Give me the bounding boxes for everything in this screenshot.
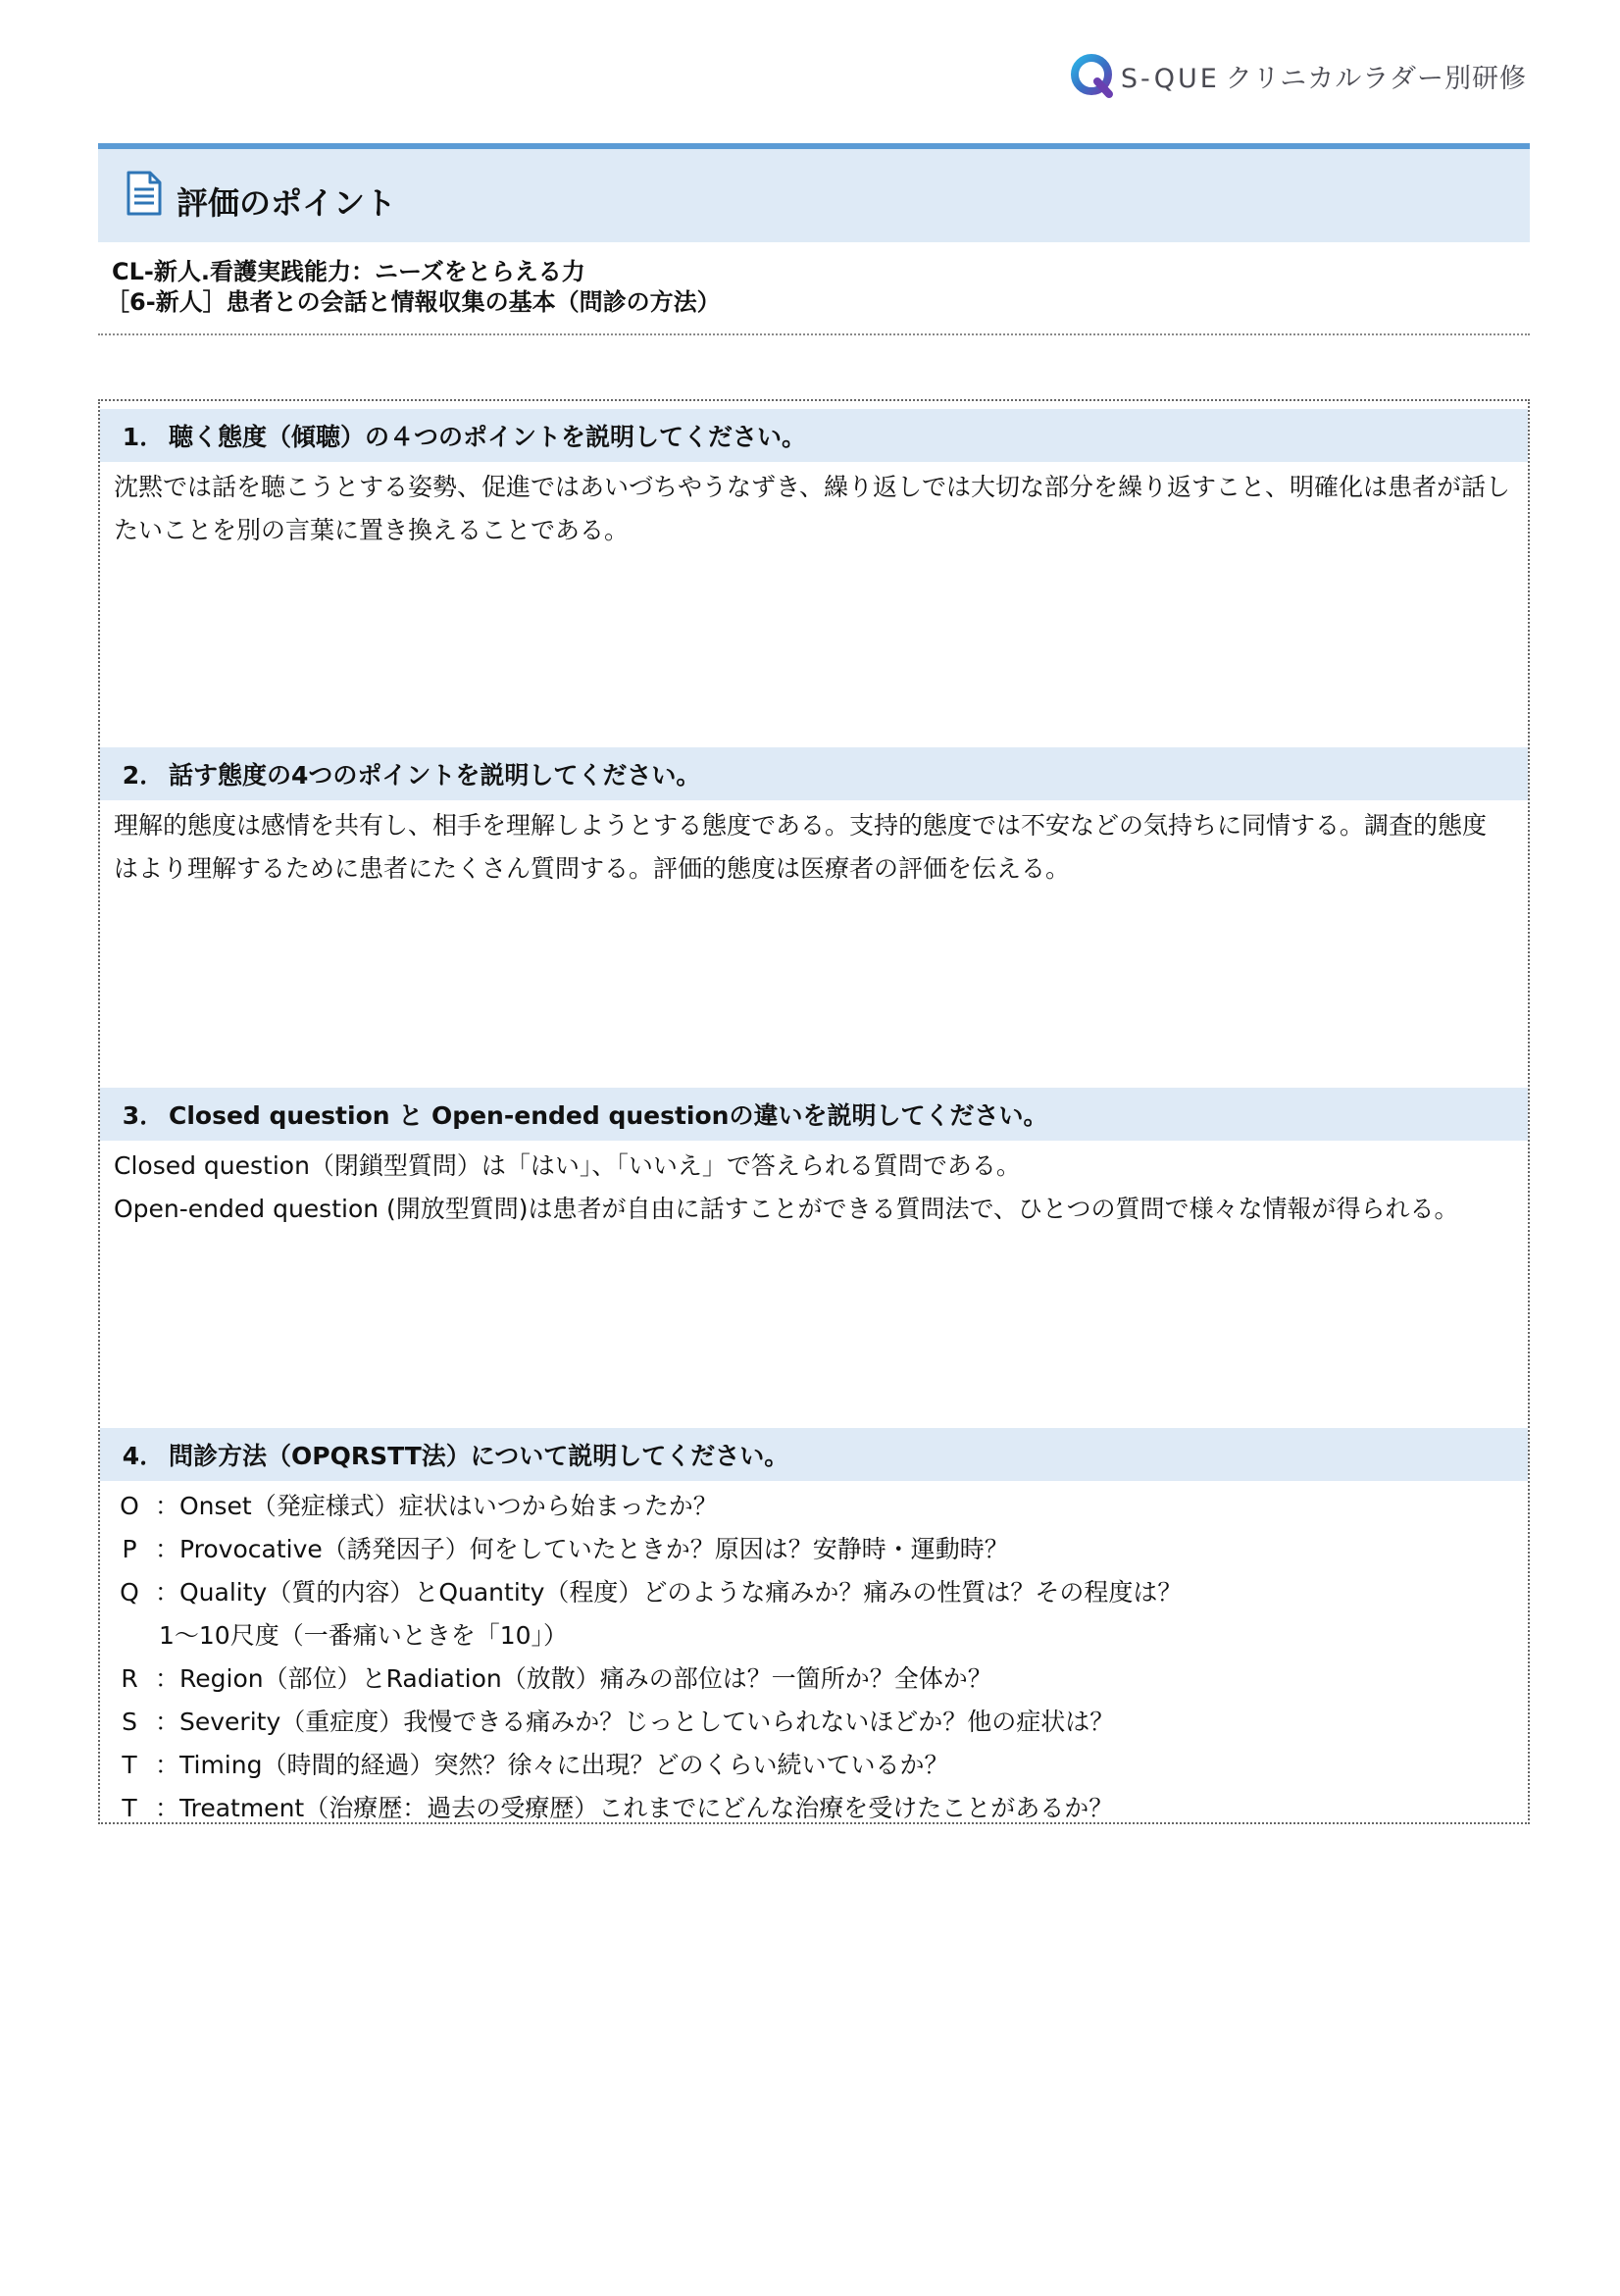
course-subtitle: ［6-新人］患者との会話と情報収集の基本（問診の方法） xyxy=(106,288,721,316)
logo xyxy=(1068,49,1527,102)
logo-q-icon xyxy=(1068,51,1117,100)
question-box xyxy=(98,399,1530,1824)
opqrstt-item-s xyxy=(104,1701,1510,1744)
question-header-4 xyxy=(100,1428,1528,1481)
answer-line: Open-ended question (開放型質問)は患者が自由に話すことができる質問法で、ひとつの質問で様々な情報が得られる。 xyxy=(114,1195,1459,1223)
question-header-3 xyxy=(100,1088,1528,1141)
answer-2 xyxy=(100,800,1528,891)
opqrstt-item-q-continued: 1～10尺度（一番痛いときを「10」） xyxy=(159,1621,569,1650)
opqrstt-letter: R xyxy=(121,1664,138,1693)
answer-1 xyxy=(100,462,1528,552)
opqrstt-letter: O xyxy=(120,1492,139,1520)
question-text: Closed question と Open-ended questionの違いを説明してください。 xyxy=(169,1101,1048,1130)
opqrstt-letter: T xyxy=(122,1794,137,1822)
question-text: 聴く態度（傾聴）の４つのポイントを説明してください。 xyxy=(169,423,807,451)
answer-3 xyxy=(100,1141,1528,1231)
opqrstt-text: ：Timing（時間的経過）突然？徐々に出現？どのくらい続いているか？ xyxy=(155,1751,949,1779)
question-section-4 xyxy=(100,1428,1528,1830)
opqrstt-item-p xyxy=(104,1528,1510,1571)
question-text: 話す態度の4つのポイントを説明してください。 xyxy=(169,761,701,790)
question-section-3 xyxy=(100,1088,1528,1231)
opqrstt-text: ：Treatment（治療歴：過去の受療歴）これまでにどんな治療を受けたことがあるか？ xyxy=(155,1794,1114,1822)
opqrstt-text: ：Quality（質的内容）とQuantity（程度）どのような痛みか？痛みの性質は？その程度は？ xyxy=(155,1578,1183,1607)
question-section-2 xyxy=(100,747,1528,891)
question-header-1 xyxy=(100,409,1528,462)
opqrstt-item-o xyxy=(104,1485,1510,1528)
question-header-2 xyxy=(100,747,1528,800)
divider xyxy=(98,333,1530,335)
opqrstt-text: ：Severity（重症度）我慢できる痛みか？じっとしていられないほどか？他の症状は？ xyxy=(155,1708,1115,1736)
question-number: 3． xyxy=(122,1101,165,1130)
opqrstt-text: ：Onset（発症様式）症状はいつから始まったか？ xyxy=(155,1492,718,1520)
heading-bar xyxy=(98,143,1530,242)
opqrstt-item-t-treatment xyxy=(104,1787,1510,1830)
question-section-1 xyxy=(100,409,1528,552)
logo-subtitle: クリニカルラダー別研修 xyxy=(1225,63,1527,94)
opqrstt-letter: P xyxy=(122,1535,137,1563)
opqrstt-item-r xyxy=(104,1658,1510,1701)
opqrstt-text: ：Provocative（誘発因子）何をしていたときか？原因は？安静時・運動時？ xyxy=(155,1535,1009,1563)
logo-text xyxy=(1121,57,1527,95)
opqrstt-item-q xyxy=(104,1571,1510,1614)
opqrstt-text: ：Region（部位）とRadiation（放散）痛みの部位は？一箇所か？全体か？ xyxy=(155,1664,992,1693)
answer-text: 理解的態度は感情を共有し、相手を理解しようとする態度である。支持的態度では不安などの気持ちに同情する。調査的態度はより理解するために患者にたくさん質問する。評価的態度は医療者の評価を伝える。 xyxy=(114,811,1488,883)
opqrstt-letter: T xyxy=(122,1751,137,1779)
question-number: 2． xyxy=(122,761,165,790)
answer-4 xyxy=(100,1481,1528,1830)
document-icon xyxy=(126,170,163,217)
answer-text: 沈黙では話を聴こうとする姿勢、促進ではあいづちやうなずき、繰り返しでは大切な部分を繰り返すこと、明確化は患者が話したいことを別の言葉に置き換えることである。 xyxy=(114,473,1511,544)
opqrstt-letter: S xyxy=(122,1708,137,1736)
course-info xyxy=(106,257,1524,318)
opqrstt-letter: Q xyxy=(120,1578,139,1607)
answer-line: Closed question（閉鎖型質問）は「はい」、「いいえ」で答えられる質問である。 xyxy=(114,1151,1021,1180)
opqrstt-item-t-timing xyxy=(104,1744,1510,1787)
question-number: 4． xyxy=(122,1442,165,1470)
logo-brand: S-QUE xyxy=(1120,63,1220,94)
page-title: 評価のポイント xyxy=(177,183,397,222)
question-number: 1． xyxy=(122,423,165,451)
question-text: 問診方法（OPQRSTT法）について説明してください。 xyxy=(169,1442,789,1470)
course-title: CL-新人.看護実践能力：ニーズをとらえる力 xyxy=(112,258,585,285)
